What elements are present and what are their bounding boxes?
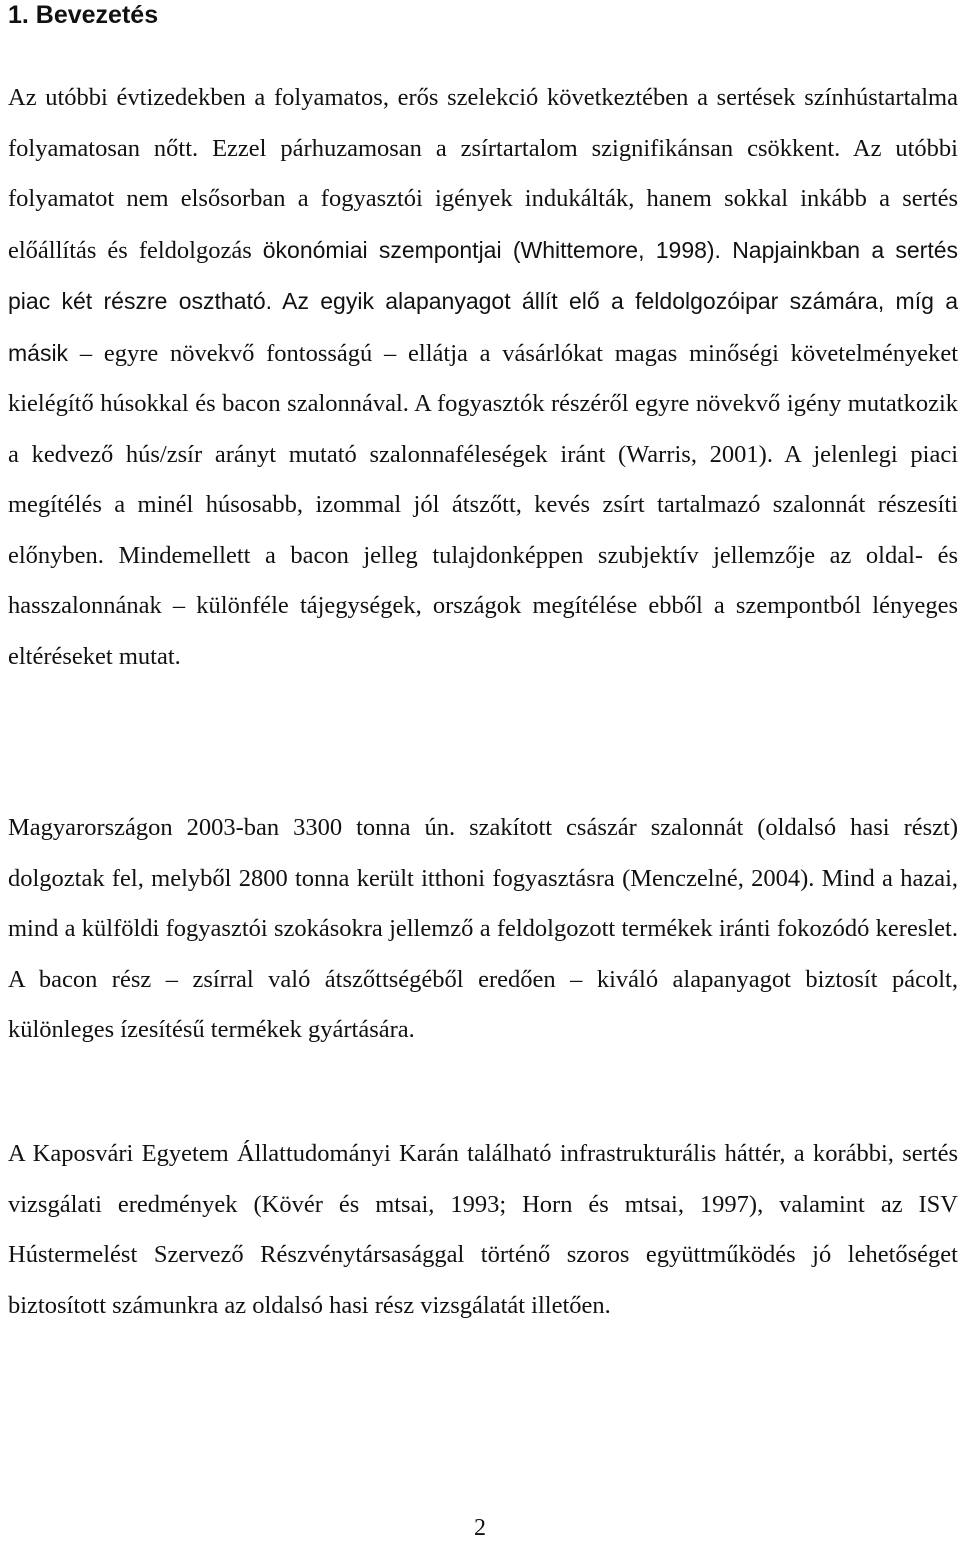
paragraph-1: [8, 73, 958, 682]
paragraph-1-part-b: ökonómiai szempontjai (Whittemore, 1998). Napjainkban a sertés piac két részre osztható. Az egyik alapanyagot állít elő a feldolgozóipar számára, míg a másik: [8, 236, 959, 366]
section-heading: 1. Bevezetés: [8, 1, 159, 29]
paragraph-1-part-c: – egyre növekvő fontosságú – ellátja a vásárlókat magas minőségi követelményeket kielégítő húsokkal és bacon szalonnával. A fogyasztók részéről egyre növekvő igény mutatkozik a kedvező hús/zsír arányt mutató szalonnaféleségek iránt (Warris, 2001). A jelenlegi piaci megítélés a minél húsosabb, izommal jól átszőtt, kevés zsírt tartalmazó szalonnát részesíti előnyben. Mindemellett a bacon jelleg tulajdonképpen szubjektív jellemzője az oldal- és hasszalonnának – különféle tájegységek, országok megítélése ebből a szempontból lényeges eltéréseket mutat.: [8, 339, 958, 670]
page-number: 2: [474, 1515, 486, 1541]
paragraph-3: A Kaposvári Egyetem Állattudományi Karán található infrastrukturális háttér, a korábbi, sertés vizsgálati eredmények (Kövér és mtsai, 1993; Horn és mtsai, 1997), valamint az ISV Hústermelést Szervező Részvénytársasággal történő szoros együttműködés jó lehetőséget biztosított számunkra az oldalsó hasi rész vizsgálatát illetően.: [8, 1140, 958, 1319]
paragraph-1-part-a: Az utóbbi évtizedekben a folyamatos, erős szelekció következtében a sertések színhústartalma folyamatosan nőtt. Ezzel párhuzamosan a zsírtartalom szignifikánsan csökkent. Az utóbbi folyamatot nem elsősorban a fogyasztói igények indukálták, hanem sokkal inkább a sertés előállítás és feldolgozás: [8, 84, 958, 264]
paragraph-2: Magyarországon 2003-ban 3300 tonna ún. szakított császár szalonnát (oldalsó hasi részt) dolgoztak fel, melyből 2800 tonna került itthoni fogyasztásra (Menczelné, 2004). Mind a hazai, mind a külföldi fogyasztói szokásokra jellemző a feldolgozott termékek iránti fokozódó kereslet. A bacon rész – zsírral való átszőttségéből eredően – kiváló alapanyagot biztosít pácolt, különleges ízesítésű termékek gyártására.: [8, 814, 958, 1043]
